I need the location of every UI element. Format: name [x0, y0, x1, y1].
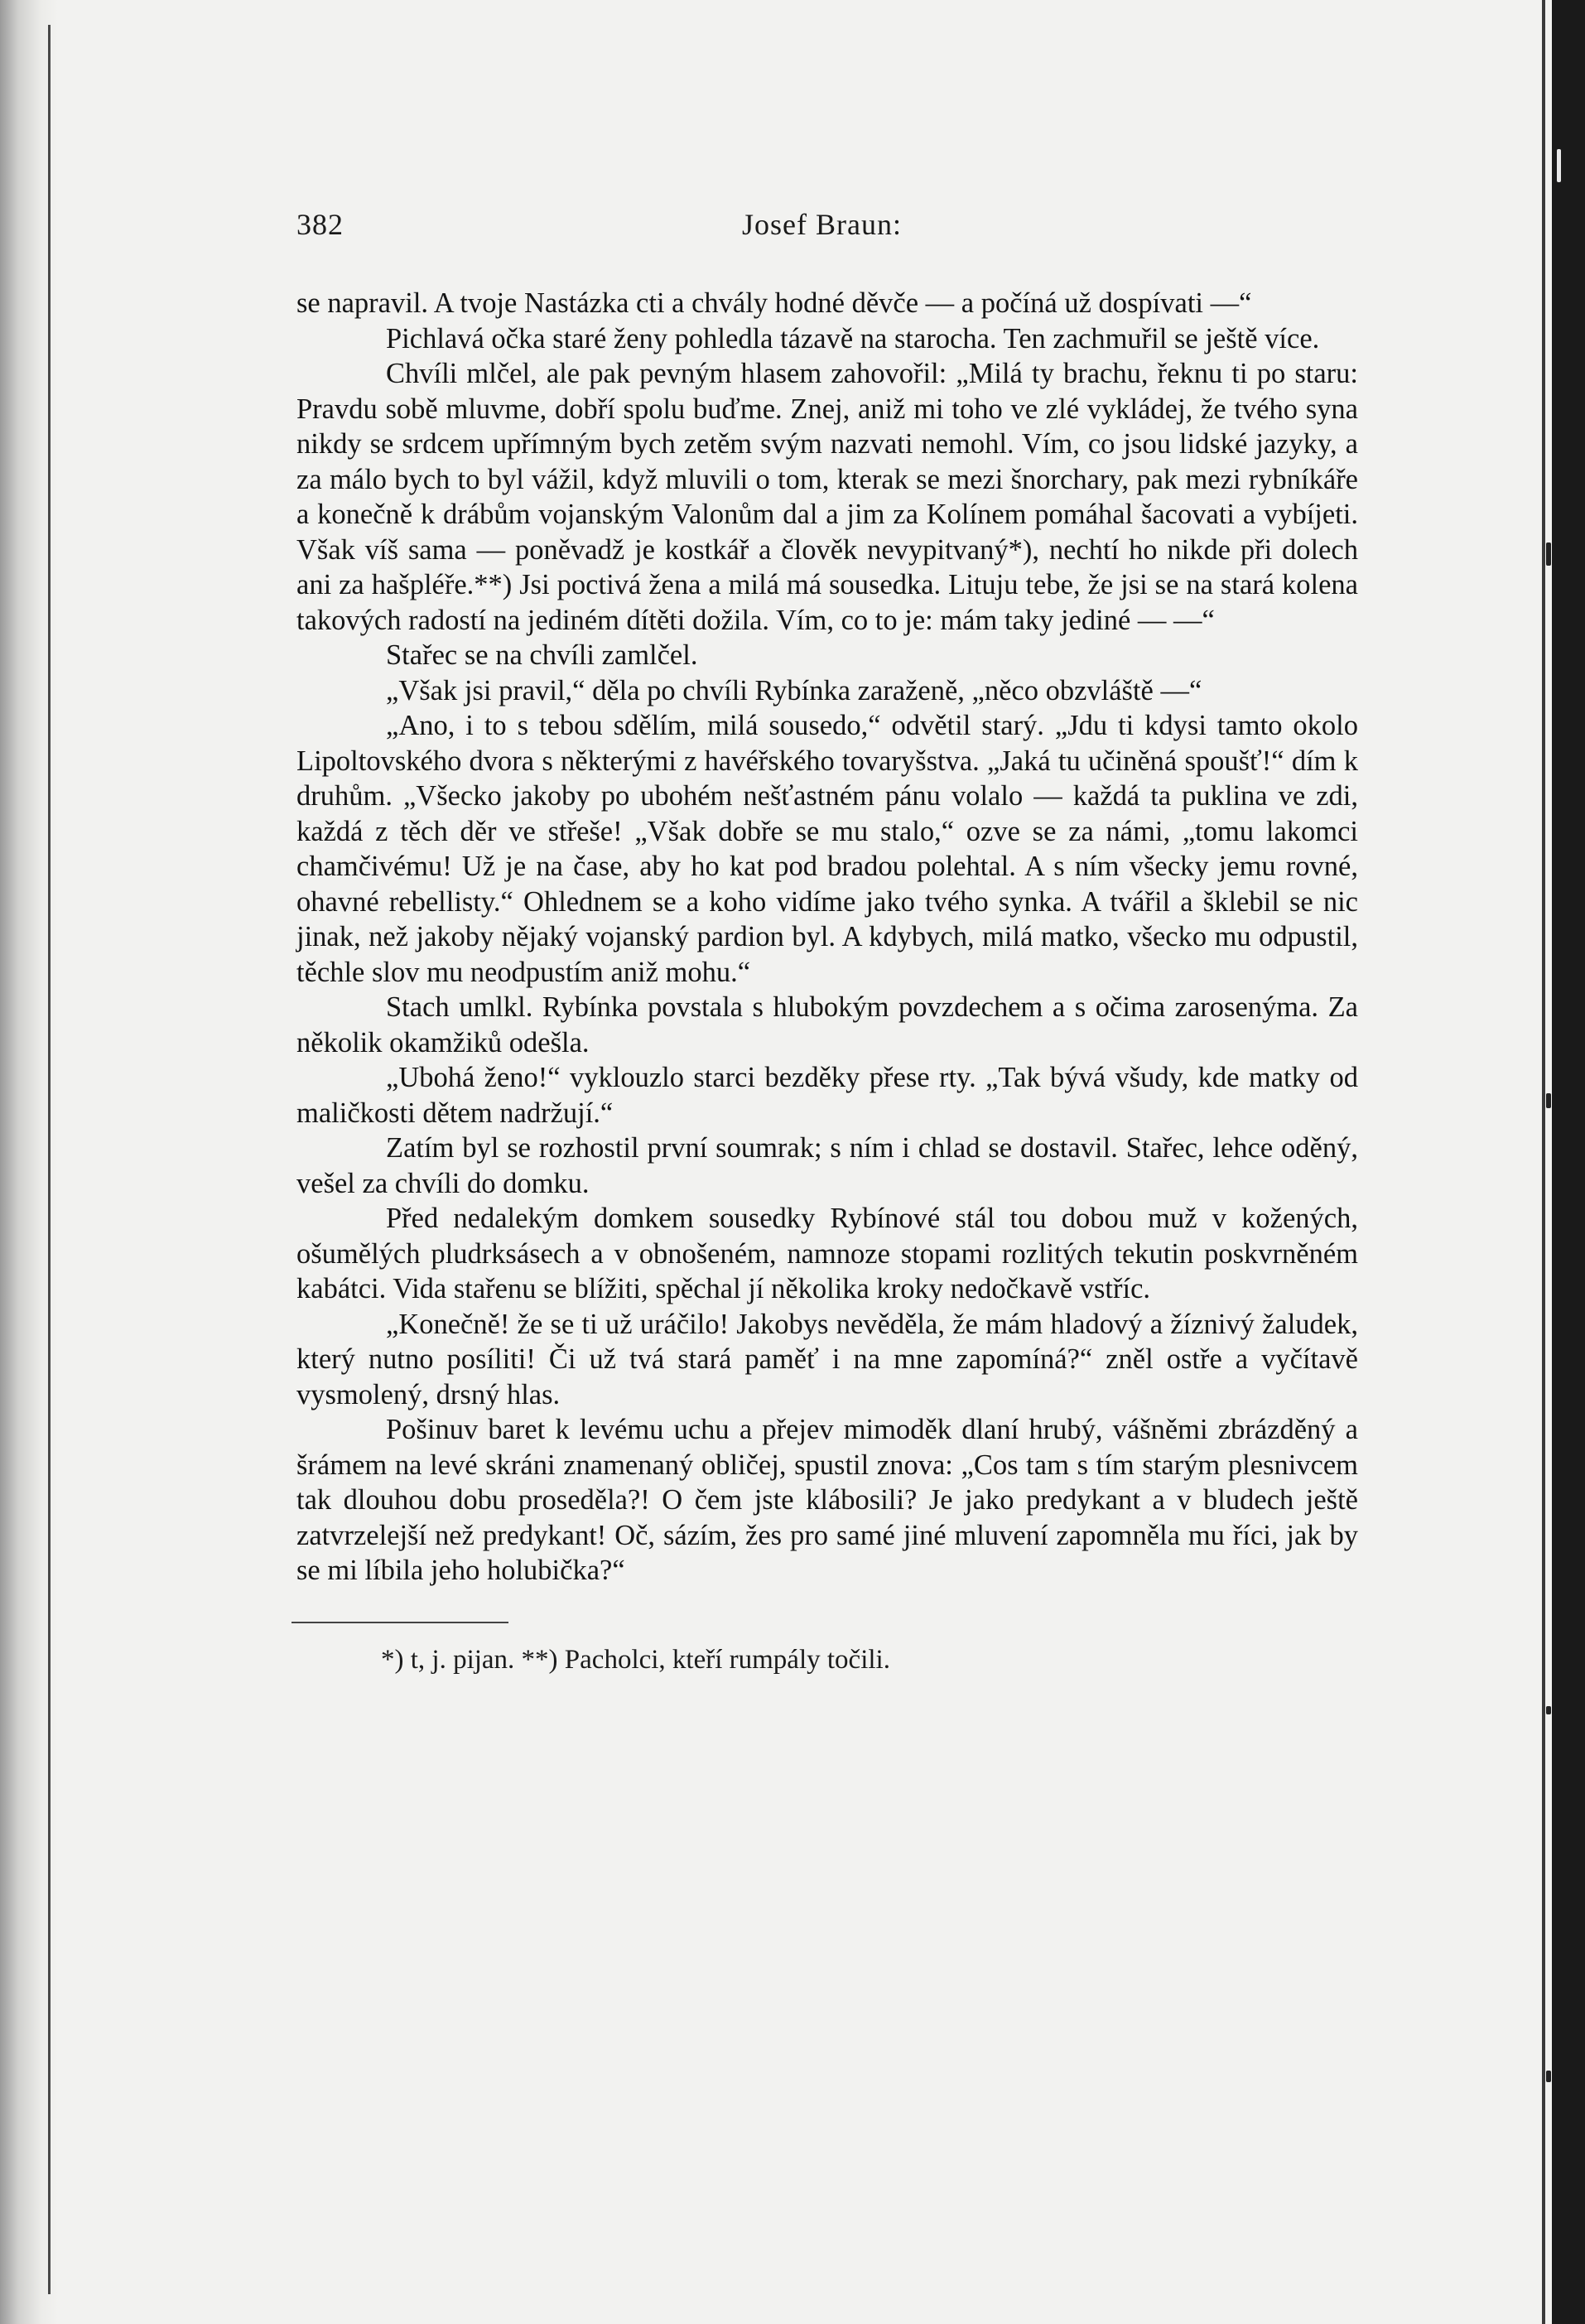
body-text — [296, 286, 1358, 1589]
paragraph: se napravil. A tvoje Nastázka cti a chvály hodné děvče — a počíná už dospívati —“ — [296, 287, 1252, 319]
paragraph: Stařec se na chvíli zamlčel. — [386, 639, 698, 671]
margin-mark — [1546, 2071, 1551, 2082]
page-number: 382 — [296, 208, 344, 241]
footnote-rule — [291, 1622, 508, 1623]
paragraph: „Ubohá ženo!“ vyklouzlo starci bezděky přese rty. „Tak bývá všudy, kde matky od maličkosti dětem nadržují.“ — [296, 1062, 1358, 1129]
scan-border — [1552, 0, 1585, 2324]
paragraph: Před nedalekým domkem sousedky Rybínové stál tou dobou muž v kožených, ošumělých pludrksásech a v obnošeném, namnoze stopami rozlitých tekutin poskvrněném kabátci. Vida stařenu se blížiti, spěchal jí několika kroky nedočkavě vstříc. — [296, 1203, 1358, 1304]
paragraph: Pošinuv baret k levému uchu a přejev mimoděk dlaní hrubý, vášněmi zbrázděný a šrámem na levé skráni znamenaný obličej, spustil znova: „Cos tam s tím starým plesnivcem tak dlouhou dobu proseděla?! O čem jste klábosili? Je jako predykant a v bludech ještě zatvrzelejší než predykant! Oč, sázím, žes pro samé jiné mluvení zapomněla mu říci, jak by se mi líbila jeho holubička?“ — [296, 1414, 1358, 1586]
paragraph: „Konečně! že se ti už uráčilo! Jakobys nevěděla, že mám hladový a žíznivý žaludek, který nutno posíliti! Či už tvá stará paměť i na mne zapomíná?“ zněl ostře a vyčítavě vysmolený, drsný hlas. — [296, 1308, 1358, 1410]
paragraph: „Ano, i to s tebou sdělím, milá sousedo,“ odvětil starý. „Jdu ti kdysi tamto okolo Lipoltovského dvora s některými z havéřského tovaryšstva. „Jaká tu učiněná spoušť!“ dím k druhům. „Všecko jakoby po ubohém nešťastném pánu volalo — každá ta puklina ve zdi, každá z těch děr ve střeše! „Však dobře se mu stalo,“ ozve se za námi, „tomu lakomci chamčivému! Už je na čase, aby ho kat pod bradou polehtal. A s ním všecky jemu rovné, ohavné rebellisty.“ Ohlednem se a koho vidíme jako tvého synka. A tvářil a šklebil se nic jinak, než jakoby nějaký vojanský pardion byl. A kdybych, milá matko, všecko mu odpustil, těchle slov mu neodpustím aniž mohu.“ — [296, 710, 1358, 988]
binding-edge-line — [48, 25, 51, 2294]
margin-mark — [1546, 542, 1551, 566]
paragraph: Pichlavá očka staré ženy pohledla tázavě na starocha. Ten zachmuřil se ještě více. — [386, 322, 1320, 354]
footnotes: *) t, j. pijan. **) Pacholci, kteří rumpály točili. — [381, 1645, 890, 1675]
running-head: Josef Braun: — [742, 208, 902, 241]
margin-mark — [1546, 1706, 1551, 1714]
margin-mark — [1546, 1093, 1551, 1108]
paragraph: Stach umlkl. Rybínka povstala s hlubokým povzdechem a s očima zarosenýma. Za několik okamžiků odešla. — [296, 991, 1358, 1058]
paragraph: „Však jsi pravil,“ děla po chvíli Rybínka zaraženě, „něco obzvláště —“ — [386, 674, 1202, 706]
paragraph: Zatím byl se rozhostil první soumrak; s ním i chlad se dostavil. Stařec, lehce oděný, vešel za chvíli do domku. — [296, 1132, 1358, 1199]
paragraph: Chvíli mlčel, ale pak pevným hlasem zahovořil: „Milá ty brachu, řeknu ti po staru: Pravdu sobě mluvme, dobří spolu buďme. Znej, aniž mi toho ve zlé vykládej, že tvého syna nikdy se srdcem upřímným bych zetěm svým nazvati nemohl. Vím, co jsou lidské jazyky, a za málo bych to byl vážil, když mluvili o tom, kterak se mezi šnorchary, pak mezi rybníkáře a konečně k drábům vojanským Valonům dal a jim za Kolínem pomáhal šacovati a vybíjeti. Však víš sama — poněvadž je kostkář a člověk nevypitvaný*), nechtí ho nikde při dolech ani za hašpléře.**) Jsi poctivá žena a milá má sousedka. Lituju tebe, že jsi se na stará kolena takových radostí na jediném dítěti dožila. Vím, co to je: mám taky jediné — —“ — [296, 358, 1358, 636]
page-header — [296, 207, 1224, 248]
page-edge-line — [1542, 0, 1545, 2324]
margin-mark — [1557, 149, 1561, 182]
